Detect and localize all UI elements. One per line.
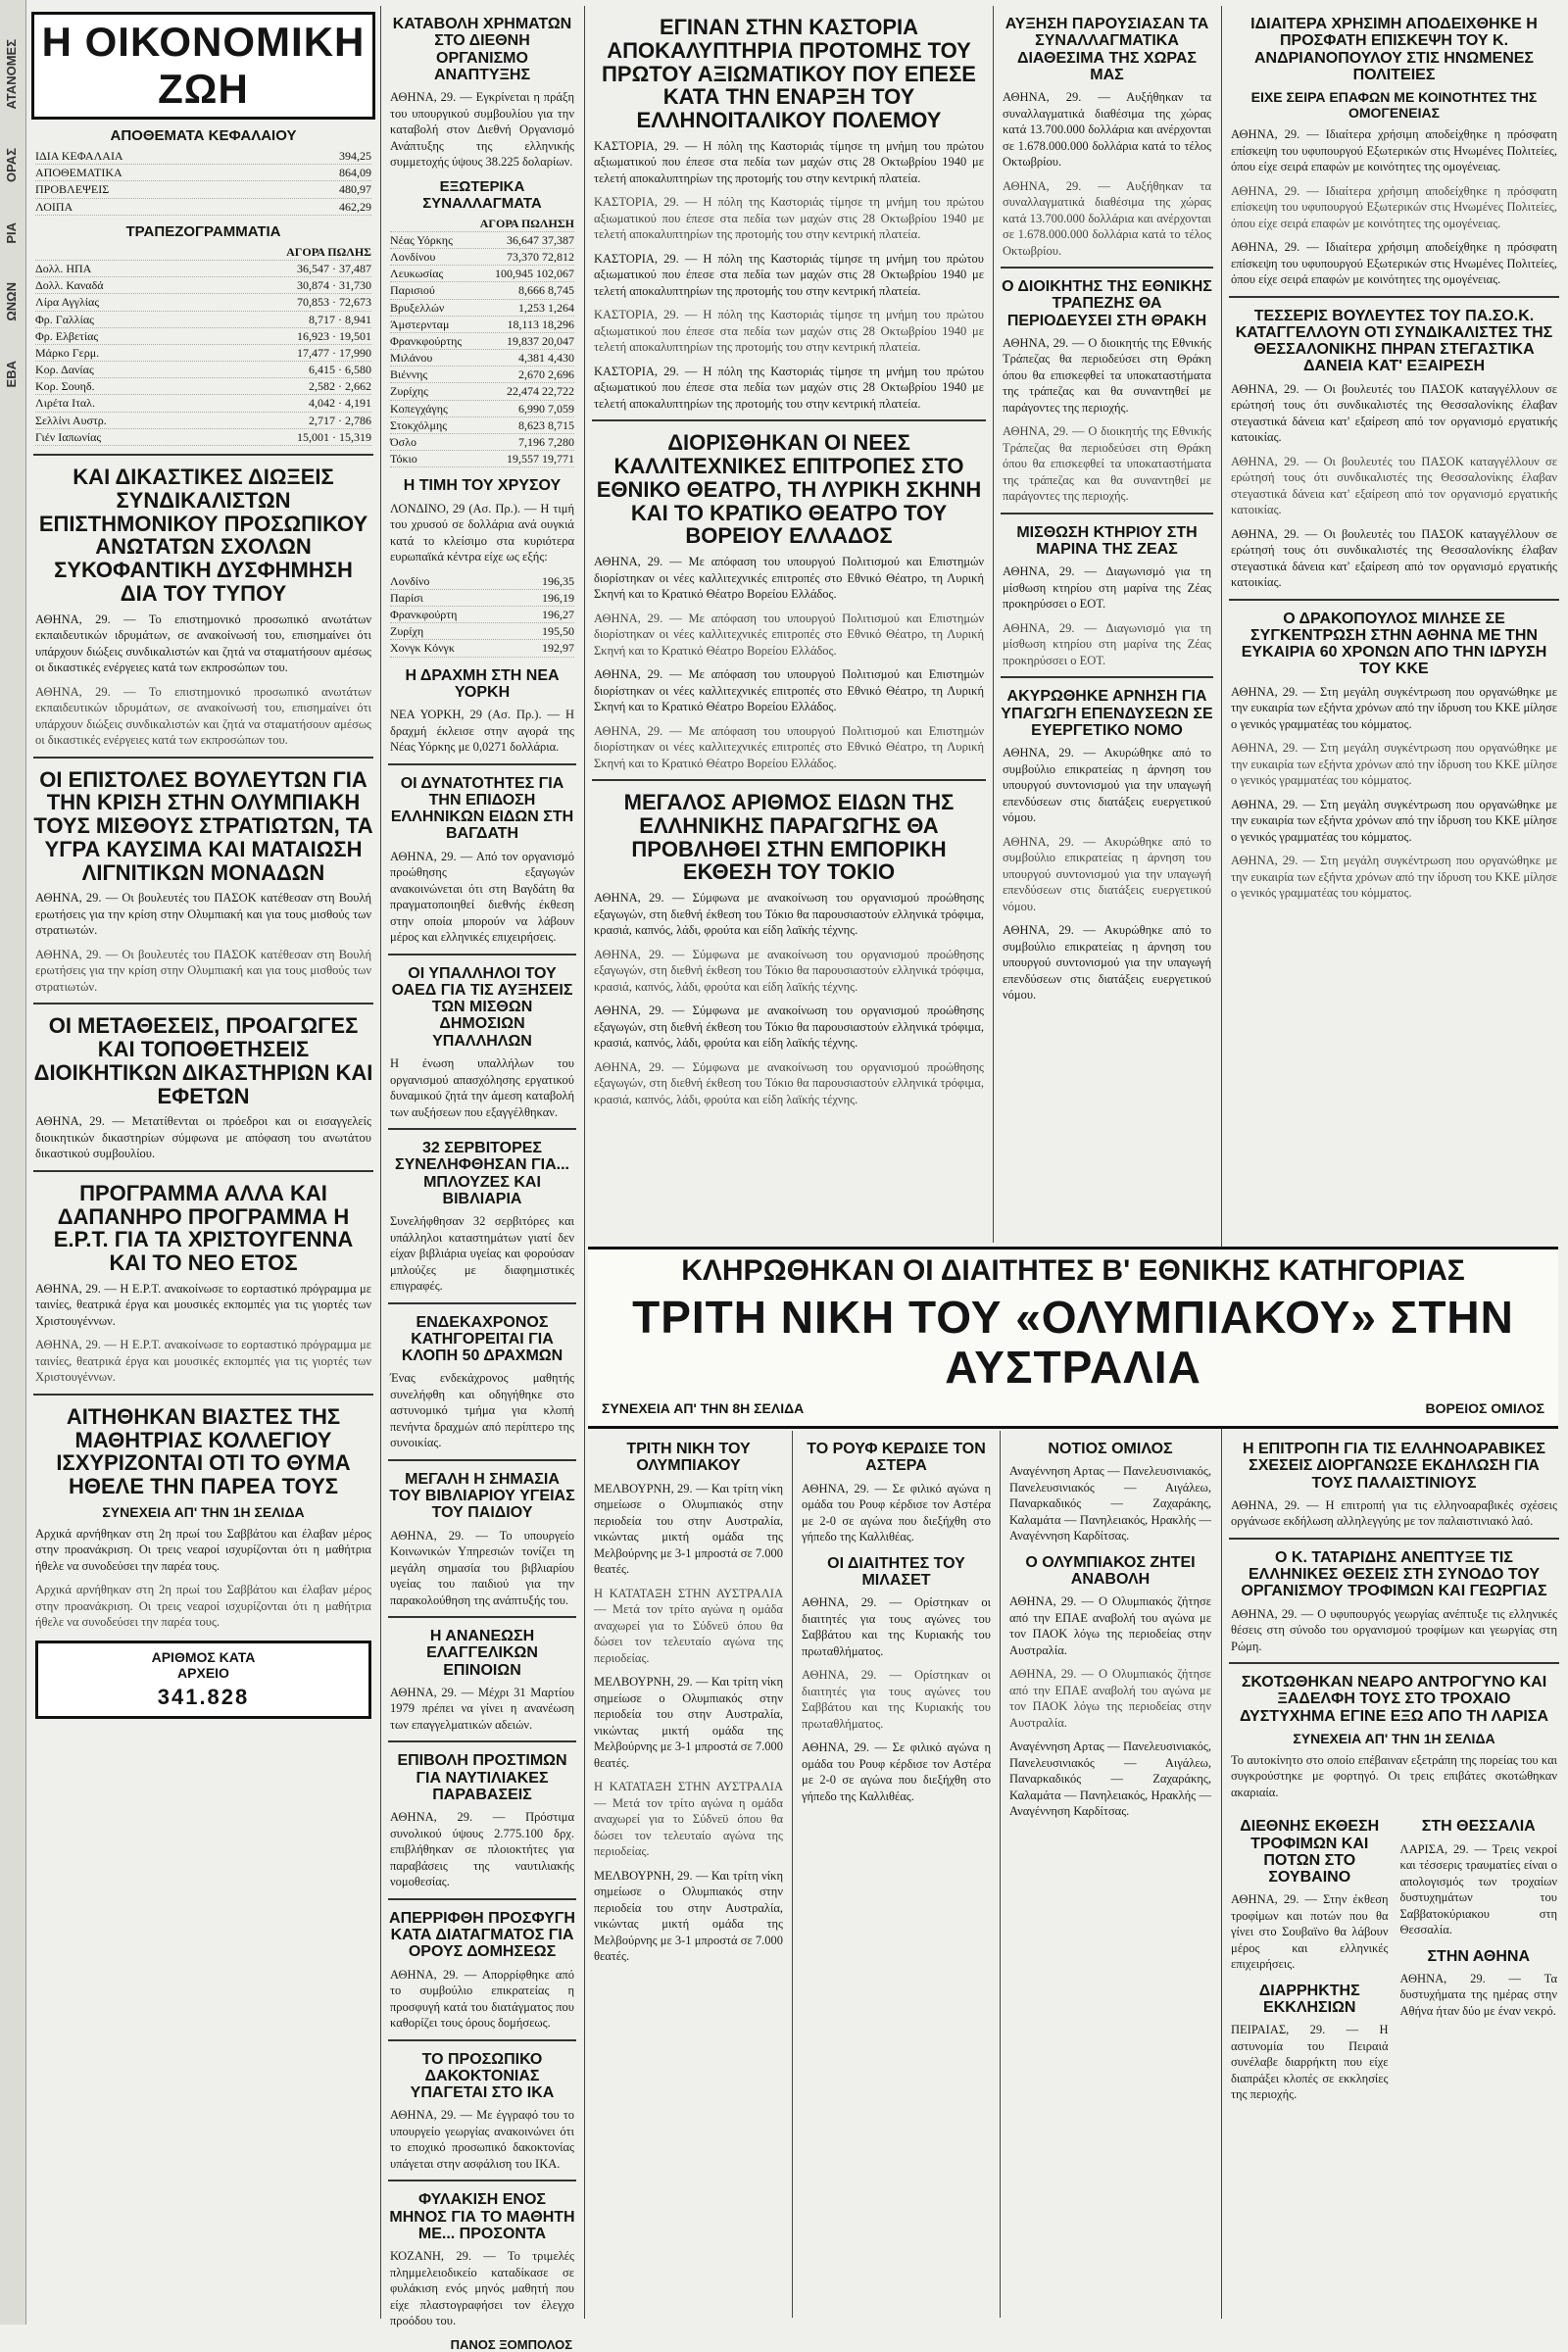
article-body: ΑΘΗΝΑ, 29. — Ακυρώθηκε από το συμβούλιο επικρατείας η άρνηση του υπουργού συντονισμού για την υπαγωγή επενδύσεων στις διατάξεις ευεργετικού νόμου. xyxy=(1003,923,1211,1003)
article-body: Η ΚΑΤΑΤΑΞΗ ΣΤΗΝ ΑΥΣΤΡΑΛΙΑ — Μετά τον τρίτο αγώνα η ομάδα αναχωρεί για το Σύδνεϋ όπου θα δώσει τον τελευταίο αγώνα της περιοδείας. xyxy=(594,1780,783,1859)
article-body: ΑΘΗΝΑ, 29. — Σε φιλικό αγώνα η ομάδα του Ρουφ κέρδισε τον Αστέρα με 2-0 σε αγώνα που διεξήχθη στο γήπεδο της Καλλιθέας. xyxy=(802,1740,991,1803)
table-row: Δολλ. Καναδά 30,874 · 31,730 xyxy=(35,277,371,294)
table-header: ΑΓΟΡΑ ΠΩΛΗΣ xyxy=(35,244,371,261)
article-body: ΜΕΛΒΟΥΡΝΗ, 29. — Και τρίτη νίκη σημείωσε ο Ολυμπιακός στην περιοδεία του στην Αυστραλία, νικώντας μικτή ομάδα της Μελβούρνης με 3-1 μπροστά σε 7.000 θεατές. xyxy=(594,1675,783,1770)
continued-label: ΣΥΝΕΧΕΙΑ ΑΠ' ΤΗΝ 1Η ΣΕΛΙΔΑ xyxy=(102,1503,305,1520)
article-body: ΚΟΖΑΝΗ, 29. — Το τριμελές πλημμελειοδικείο καταδίκασε σε φυλάκιση ενός μηνός μαθητή που είχε πλαστογραφήσει τον έλεγχο προόδου του. xyxy=(390,2249,574,2328)
article-body: ΑΘΗΝΑ, 29. — Σύμφωνα με ανακοίνωση του οργανισμού προώθησης εξαγωγών, στη διεθνή έκθεση του Τόκιο θα παρουσιαστούν ελληνικά τρόφιμα, κρασιά, καπνός, λάδι, φρούτα και είδη λαϊκής τέχνης. xyxy=(594,1004,984,1050)
table-row: Μιλάνου 4,381 4,430 xyxy=(390,350,574,367)
strip-fragment: ΑΤΑΝΟΜΕΣ xyxy=(4,39,19,110)
article-body: ΑΘΗΝΑ, 29. — Ο διοικητής της Εθνικής Τράπεζας θα περιοδεύσει στη Θράκη όπου θα επισκεφθεί τα υποκαταστήματα της τράπεζας και θα συναντηθεί με παράγοντες της περιοχής. xyxy=(1003,335,1211,415)
article-headline: ΔΙΟΡΙΣΘΗΚΑΝ ΟΙ ΝΕΕΣ ΚΑΛΛΙΤΕΧΝΙΚΕΣ ΕΠΙΤΡΟΠΕΣ ΣΤΟ ΕΘΝΙΚΟ ΘΕΑΤΡΟ, ΤΗ ΛΥΡΙΚΗ ΣΚΗΝΗ ΚΑΙ ΤΟ ΚΡΑΤΙΚΟ ΘΕΑΤΡΟ ΤΟΥ ΒΟΡΕΙΟΥ ΕΛΛΑΔΟΣ xyxy=(596,430,982,549)
article-body: ΑΘΗΝΑ, 29. — Πρόστιμα συνολικού ύψους 2.775.100 δρχ. επιβλήθηκαν σε πλοιοκτήτες για παραβάσεις της ναυτιλιακής νομοθεσίας. xyxy=(390,1810,574,1889)
table-row: Κοπεγχάγης 6,990 7,059 xyxy=(390,401,574,417)
article-headline: ΜΙΣΘΩΣΗ ΚΤΗΡΙΟΥ ΣΤΗ ΜΑΡΙΝΑ ΤΗΣ ΖΕΑΣ xyxy=(1016,523,1198,559)
sports-banner xyxy=(588,1247,1558,1429)
article-body: ΑΘΗΝΑ, 29. — Τα δυστυχήματα της ημέρας στην Αθήνα ήταν δύο με έναν νεκρό. xyxy=(1399,1971,1557,2018)
article-body: ΑΘΗΝΑ, 29. — Σύμφωνα με ανακοίνωση του οργανισμού προώθησης εξαγωγών, στη διεθνή έκθεση του Τόκιο θα παρουσιαστούν ελληνικά τρόφιμα, κρασιά, καπνός, λάδι, φρούτα και είδη λαϊκής τέχνης. xyxy=(594,891,984,937)
divider xyxy=(388,1128,576,1130)
table-row: Κορ. Σουηδ. 2,582 · 2,662 xyxy=(35,378,371,395)
divider xyxy=(388,1302,576,1304)
divider xyxy=(388,1616,576,1618)
table-row: Μάρκο Γερμ. 17,477 · 17,990 xyxy=(35,345,371,362)
article-body: ΚΑΣΤΟΡΙΑ, 29. — Η πόλη της Καστοριάς τίμησε τη μνήμη του πρώτου αξιωματικού που έπεσε στα πεδία των μαχών στις 28 Οκτωβρίου 1940 με τελετή αποκαλυπτηρίων της προτομής του στην κεντρική πλατεία. xyxy=(594,308,984,355)
divider xyxy=(33,1170,373,1172)
article-body: ΑΘΗΝΑ, 29. — Με απόφαση του υπουργού Πολιτισμού και Επιστημών διορίστηκαν οι νέες καλλιτεχνικές επιτροπές στο Εθνικό Θέατρο, τη Λυρική Σκηνή και το Κρατικό Θέατρο Βορείου Ελλάδος. xyxy=(594,667,984,713)
strip-fragment: ΩΝΩΝ xyxy=(4,282,19,321)
article-body: ΑΘΗΝΑ, 29. — Με έγγραφό του το υπουργείο γεωργίας ανακοινώνει ότι το εποχικό προσωπικό δακοκτονίας υπάγεται στην ασφάλιση του ΙΚΑ. xyxy=(390,2108,574,2171)
article-body: ΑΘΗΝΑ, 29. — Οι βουλευτές του ΠΑΣΟΚ κατέθεσαν στη Βουλή ερωτήσεις για την κρίση στην Ολυμπιακή και για τους μισθούς των στρατιωτών. xyxy=(35,947,371,994)
table-row: ΠΡΟΒΛΕΨΕΙΣ 480,97 xyxy=(35,181,371,198)
article-body: ΑΘΗΝΑ, 29. — Με απόφαση του υπουργού Πολιτισμού και Επιστημών διορίστηκαν οι νέες καλλιτεχνικές επιτροπές στο Εθνικό Θέατρο, τη Λυρική Σκηνή και το Κρατικό Θέατρο Βορείου Ελλάδος. xyxy=(594,723,984,770)
divider xyxy=(592,779,986,781)
column-rule xyxy=(584,6,585,2319)
divider xyxy=(1229,1662,1559,1664)
table-row: ΑΠΟΘΕΜΑΤΙΚΑ 864,09 xyxy=(35,165,371,181)
article-body: ΑΘΗΝΑ, 29. — Εγκρίνεται η πράξη του υπουργικού συμβουλίου για την καταβολή στον Διεθνή Οργανισμό Ανάπτυξης της ελληνικής συμμετοχής ύψους 38.225 δολαρίων. xyxy=(390,90,574,170)
divider xyxy=(1229,296,1559,298)
archive-stamp: ΑΡΙΘΜΟΣ ΚΑΤΑ ΑΡΧΕΙΟ 341.828 xyxy=(35,1641,371,1719)
article-headline: ΟΙ ΔΙΑΙΤΗΤΕΣ ΤΟΥ ΜΙΛΑΣΕΤ xyxy=(827,1554,965,1589)
article-body: Αρχικά αρνήθηκαν στη 2η πρωί του Σαββάτου και έλαβαν μέρος στην προανάκριση. Οι τρεις νεαροί ισχυρίζονται ότι η μαθήτρια ήθελε να συνοδεύσει την παρέα τους. xyxy=(35,1526,371,1573)
article-body: ΑΘΗΝΑ, 29. — Ορίστηκαν οι διαιτητές για τους αγώνες του Σαββάτου και της Κυριακής του πρωταθλήματος. xyxy=(802,1668,991,1731)
divider xyxy=(592,419,986,421)
table-row: Φρανκφούρτη 196,27 xyxy=(390,607,574,623)
article-body: ΑΘΗΝΑ, 29. — Ιδιαίτερα χρήσιμη αποδείχθηκε η πρόσφατη επίσκεψη του υφυπουργού Εξωτερικών στις Ηνωμένες Πολιτείες, όπου είχε σειρά επαφών με κοινότητες της ομογένειας. xyxy=(1231,183,1557,230)
article-body: Αρχικά αρνήθηκαν στη 2η πρωί του Σαββάτου και έλαβαν μέρος στην προανάκριση. Οι τρεις νεαροί ισχυρίζονται ότι η μαθήτρια ήθελε να συνοδεύσει την παρέα τους. xyxy=(35,1583,371,1630)
article-body: ΑΘΗΝΑ, 29. — Με απόφαση του υπουργού Πολιτισμού και Επιστημών διορίστηκαν οι νέες καλλιτεχνικές επιτροπές στο Εθνικό Θέατρο, τη Λυρική Σκηνή και το Κρατικό Θέατρο Βορείου Ελλάδος. xyxy=(594,555,984,601)
article-headline: ΟΙ ΕΠΙΣΤΟΛΕΣ ΒΟΥΛΕΥΤΩΝ ΓΙΑ ΤΗΝ ΚΡΙΣΗ ΣΤΗΝ ΟΛΥΜΠΙΑΚΗ ΤΟΥΣ ΜΙΣΘΟΥΣ ΣΤΡΑΤΙΩΤΩΝ, ΤΑ ΥΓΡΑ ΚΑΥΣΙΜΑ ΚΑΙ ΜΑΤΑΙΩΣΗ ΛΙΓΝΙΤΙΚΩΝ ΜΟΝΑΔΩΝ xyxy=(33,766,373,885)
article-headline: ΑΙΤΗΘΗΚΑΝ ΒΙΑΣΤΕΣ ΤΗΣ ΜΑΘΗΤΡΙΑΣ ΚΟΛΛΕΓΙΟΥ ΙΣΧΥΡΙΖΟΝΤΑΙ ΟΤΙ ΤΟ ΘΥΜΑ ΗΘΕΛΕ ΤΗΝ ΠΑΡΕΑ ΤΟΥΣ xyxy=(56,1403,351,1498)
table-row: Τόκιο 19,557 19,771 xyxy=(390,451,574,467)
article-headline: ΚΑΙ ΔΙΚΑΣΤΙΚΕΣ ΔΙΩΞΕΙΣ ΣΥΝΔΙΚΑΛΙΣΤΩΝ ΕΠΙΣΤΗΜΟΝΙΚΟΥ ΠΡΟΣΩΠΙΚΟΥ ΑΝΩΤΑΤΩΝ ΣΧΟΛΩΝ ΣΥΚΟΦΑΝΤΙΚΗ ΔΥΣΦΗΜΗΣΗ ΔΙΑ ΤΟΥ ΤΥΠΟΥ xyxy=(38,465,368,606)
table-row: Κορ. Δανίας 6,415 · 6,580 xyxy=(35,362,371,378)
column-rule xyxy=(1000,1431,1001,2318)
divider xyxy=(1001,267,1213,269)
article-headline: Ο ΔΙΟΙΚΗΤΗΣ ΤΗΣ ΕΘΝΙΚΗΣ ΤΡΑΠΕΖΗΣ ΘΑ ΠΕΡΙΟΔΕΥΣΕΙ ΣΤΗ ΘΡΑΚΗ xyxy=(1002,278,1212,329)
article-headline: ΣΤΗ ΘΕΣΣΑΛΙΑ xyxy=(1421,1818,1536,1836)
article-body: ΜΕΛΒΟΥΡΝΗ, 29. — Και τρίτη νίκη σημείωσε ο Ολυμπιακός στην περιοδεία του στην Αυστραλία, νικώντας μικτή ομάδα της Μελβούρνης με 3-1 μπροστά σε 7.000 θεατές. xyxy=(594,1481,783,1577)
table-row: Λονδίνου 73,370 72,812 xyxy=(390,249,574,266)
article-body: ΑΘΗΝΑ, 29. — Στη μεγάλη συγκέντρωση που οργανώθηκε με την ευκαιρία των εξήντα χρόνων από την ίδρυση του ΚΚΕ μίλησε ο γενικός γραμματέας του κόμματος. xyxy=(1231,854,1557,901)
article-headline: Η ΔΡΑΧΜΗ ΣΤΗ ΝΕΑ ΥΟΡΚΗ xyxy=(405,666,560,701)
article-body: Η ένωση υπαλλήλων του οργανισμού απασχόλησης εργατικού δυναμικού ζητά την άμεση καταβολή των αυξήσεων που εξαγγέλθηκαν. xyxy=(390,1056,574,1119)
article-body: ΑΘΗΝΑ, 29. — Η Ε.Ρ.Τ. ανακοίνωσε το εορταστικό πρόγραμμα με ταινίες, θεατρικά έργα και μουσικές εκπομπές για τις γιορτές των Χριστουγέννων. xyxy=(35,1338,371,1385)
table-row: Στοκχόλμης 8,623 8,715 xyxy=(390,417,574,434)
article-headline: ΟΙ ΜΕΤΑΘΕΣΕΙΣ, ΠΡΟΑΓΩΓΕΣ ΚΑΙ ΤΟΠΟΘΕΤΗΣΕΙΣ ΔΙΟΙΚΗΤΙΚΩΝ ΔΙΚΑΣΤΗΡΙΩΝ ΚΑΙ ΕΦΕΤΩΝ xyxy=(33,1013,373,1108)
capital-title: ΑΠΟΘΕΜΑΤΑ ΚΕΦΑΛΑΙΟΥ xyxy=(110,127,297,144)
table-row: Παρίσι 196,19 xyxy=(390,590,574,607)
article-body: ΑΘΗΝΑ, 29. — Με απόφαση του υπουργού Πολιτισμού και Επιστημών διορίστηκαν οι νέες καλλιτεχνικές επιτροπές στο Εθνικό Θέατρο, τη Λυρική Σκηνή και το Κρατικό Θέατρο Βορείου Ελλάδος. xyxy=(594,611,984,658)
strip-fragment: ΕΒΑ xyxy=(4,360,19,388)
article-headline: Ο ΔΡΑΚΟΠΟΥΛΟΣ ΜΙΛΗΣΕ ΣΕ ΣΥΓΚΕΝΤΡΩΣΗ ΣΤΗΝ ΑΘΗΝΑ ΜΕ ΤΗΝ ΕΥΚΑΙΡΙΑ 60 ΧΡΟΝΩΝ ΑΠΟ ΤΗΝ ΙΔΡΥΣΗ ΤΟΥ ΚΚΕ xyxy=(1241,610,1547,678)
article-headline: ΔΙΕΘΝΗΣ ΕΚΘΕΣΗ ΤΡΟΦΙΜΩΝ ΚΑΙ ΠΟΤΩΝ ΣΤΟ ΣΟΥΒΑΙΝΟ xyxy=(1240,1818,1380,1886)
masthead: Η ΟΙΚΟΝΟΜΙΚΗ ΖΩΗ xyxy=(31,12,375,120)
article-headline: Η ΑΝΑΝΕΩΣΗ ΕΛΑΓΓΕΛΙΚΩΝ ΕΠΙΝΟΙΩΝ xyxy=(426,1628,538,1679)
article-headline: 32 ΣΕΡΒΙΤΟΡΕΣ ΣΥΝΕΛΗΦΘΗΣΑΝ ΓΙΑ... ΜΠΛΟΥΖΕΣ ΚΑΙ ΒΙΒΛΙΑΡΙΑ xyxy=(395,1140,569,1207)
divider xyxy=(1229,599,1559,601)
article-body: ΑΘΗΝΑ, 29. — Οι βουλευτές του ΠΑΣΟΚ κατέθεσαν στη Βουλή ερωτήσεις για την κρίση στην Ολυμπιακή και για τους μισθούς των στρατιωτών. xyxy=(35,891,371,938)
article-body: ΑΘΗΝΑ, 29. — Το επιστημονικό προσωπικό ανωτάτων εκπαιδευτικών ιδρυμάτων, σε ανακοίνωσή του, επισημαίνει ότι υπάρχουν διώξεις συνδικαλιστών και ζητά να σταματήσουν αμέσως οι δικαστικές ενέργειες κατά των εκπροσώπων του. xyxy=(35,612,371,674)
table-row: Φρανκφούρτης 19,837 20,047 xyxy=(390,333,574,350)
divider xyxy=(388,763,576,765)
continued-label: ΣΥΝΕΧΕΙΑ ΑΠ' ΤΗΝ 8Η ΣΕΛΙΔΑ xyxy=(602,1399,805,1416)
table-row: Φρ. Γαλλίας 8,717 · 8,941 xyxy=(35,312,371,328)
sports-column-a xyxy=(588,1431,789,2318)
article-body: ΑΘΗΝΑ, 29. — Ακυρώθηκε από το συμβούλιο επικρατείας η άρνηση του υπουργού συντονισμού για την υπαγωγή επενδύσεων στις διατάξεις ευεργετικού νόμου. xyxy=(1003,746,1211,825)
article-headline: ΤΟ ΠΡΟΣΩΠΙΚΟ ΔΑΚΟΚΤΟΝΙΑΣ ΥΠΑΓΕΤΑΙ ΣΤΟ ΙΚΑ xyxy=(410,2050,555,2102)
divider xyxy=(33,454,373,456)
table-row: Ζυρίχη 195,50 xyxy=(390,623,574,640)
article-body: ΑΘΗΝΑ, 29. — Οι βουλευτές του ΠΑΣΟΚ καταγγέλλουν σε ερώτησή τους ότι συνδικαλιστές της Θεσσαλονίκης έλαβαν στεγαστικά δάνεια κατ' εξαίρεση από τον οργανισμό εργατικής κατοικίας. xyxy=(1231,381,1557,445)
column-rule xyxy=(1221,6,1222,2319)
banner-headline: ΚΛΗΡΩΘΗΚΑΝ ΟΙ ΔΙΑΙΤΗΤΕΣ Β' ΕΘΝΙΚΗΣ ΚΑΤΗΓΟΡΙΑΣ xyxy=(681,1254,1465,1287)
article-body: Η ΚΑΤΑΤΑΞΗ ΣΤΗΝ ΑΥΣΤΡΑΛΙΑ — Μετά τον τρίτο αγώνα η ομάδα αναχωρεί για το Σύδνεϋ όπου θα δώσει τον τελευταίο αγώνα της περιοδείας. xyxy=(594,1586,783,1665)
divider xyxy=(388,954,576,956)
article-body: ΑΘΗΝΑ, 29. — Ο υφυπουργός γεωργίας ανέπτυξε τις ελληνικές θέσεις στη σύνοδο του οργανισμού τροφίμων και γεωργίας στη Ρώμη. xyxy=(1231,1606,1557,1653)
article-headline: ΕΓΙΝΑΝ ΣΤΗΝ ΚΑΣΤΟΡΙΑ ΑΠΟΚΑΛΥΠΤΗΡΙΑ ΠΡΟΤΟΜΗΣ ΤΟΥ ΠΡΩΤΟΥ ΑΞΙΩΜΑΤΙΚΟΥ ΠΟΥ ΕΠΕΣΕ ΚΑΤΑ ΤΗΝ ΕΝΑΡΞΗ ΤΟΥ ΕΛΛΗΝΟΙΤΑΛΙΚΟΥ ΠΟΛΕΜΟΥ xyxy=(602,15,976,132)
article-headline: ΤΕΣΣΕΡΙΣ ΒΟΥΛΕΥΤΕΣ ΤΟΥ ΠΑ.ΣΟ.Κ. ΚΑΤΑΓΓΕΛΛΟΥΝ ΟΤΙ ΣΥΝΔΙΚΑΛΙΣΤΕΣ ΤΗΣ ΘΕΣΣΑΛΟΝΙΚΗΣ ΠΗΡΑΝ ΣΤΕΓΑΣΤΙΚΑ ΔΑΝΕΙΑ ΚΑΤ' ΕΞΑΙΡΕΣΗ xyxy=(1235,307,1553,375)
table-row: Δολλ. ΗΠΑ 36,547 · 37,487 xyxy=(35,261,371,277)
table-row: Σελλίνι Αυστρ. 2,717 · 2,786 xyxy=(35,413,371,429)
article-body: ΑΘΗΝΑ, 29. — Σε φιλικό αγώνα η ομάδα του Ρουφ κέρδισε τον Αστέρα με 2-0 σε αγώνα που διεξήχθη στο γήπεδο της Καλλιθέας. xyxy=(802,1481,991,1544)
strip-fragment: ΟΡΑΣ xyxy=(4,148,19,183)
divider xyxy=(1229,1538,1559,1540)
table-row: Γιέν Ιαπωνίας 15,001 · 15,319 xyxy=(35,429,371,446)
divider xyxy=(388,2180,576,2181)
table-row: Λευκωσίας 100,945 102,067 xyxy=(390,266,574,282)
bottom-left-sub xyxy=(1225,1808,1395,2111)
article-headline: ΦΥΛΑΚΙΣΗ ΕΝΟΣ ΜΗΝΟΣ ΓΙΑ ΤΟ ΜΑΘΗΤΗ ΜΕ... ΠΡΟΣΟΝΤΑ xyxy=(389,2191,575,2242)
banner-headline: ΤΡΙΤΗ ΝΙΚΗ ΤΟΥ «ΟΛΥΜΠΙΑΚΟΥ» ΣΤΗΝ ΑΥΣΤΡΑΛΙΑ xyxy=(632,1292,1514,1393)
article-body: ΜΕΛΒΟΥΡΝΗ, 29. — Και τρίτη νίκη σημείωσε ο Ολυμπιακός στην περιοδεία του στην Αυστραλία, νικώντας μικτή ομάδα της Μελβούρνης με 3-1 μπροστά σε 7.000 θεατές. xyxy=(594,1868,783,1964)
article-body: ΑΘΗΝΑ, 29. — Απορρίφθηκε από το συμβούλιο επικρατείας η προσφυγή κατά του διατάγματος που καθορίζει τους όρους δομήσεως. xyxy=(390,1967,574,2031)
bottom-right-sub xyxy=(1395,1808,1564,2111)
divider xyxy=(33,757,373,759)
table-row: ΙΔΙΑ ΚΕΦΑΛΑΙΑ 394,25 xyxy=(35,148,371,165)
article-body: ΑΘΗΝΑ, 29. — Στη μεγάλη συγκέντρωση που οργανώθηκε με την ευκαιρία των εξήντα χρόνων από την ίδρυση του ΚΚΕ μίλησε ο γενικός γραμματέας του κόμματος. xyxy=(1231,684,1557,731)
divider xyxy=(1001,513,1213,514)
table-row: Λίρα Αγγλίας 70,853 · 72,673 xyxy=(35,294,371,311)
column-rule xyxy=(792,1431,793,2318)
article-body: ΑΘΗΝΑ, 29. — Διαγωνισμό για τη μίσθωση κτηρίου στη μαρίνα της Ζέας προκηρύσσει ο ΕΟΤ. xyxy=(1003,620,1211,667)
article-body: ΑΘΗΝΑ, 29. — Οι βουλευτές του ΠΑΣΟΚ καταγγέλλουν σε ερώτησή τους ότι συνδικαλιστές της Θεσσαλονίκης έλαβαν στεγαστικά δάνεια κατ' εξαίρεση από τον οργανισμό εργατικής κατοικίας. xyxy=(1231,526,1557,590)
article-headline: ΣΤΗΝ ΑΘΗΝΑ xyxy=(1427,1947,1531,1965)
article-body: ΑΘΗΝΑ, 29. — Οι βουλευτές του ΠΑΣΟΚ καταγγέλλουν σε ερώτησή τους ότι συνδικαλιστές της Θεσσαλονίκης έλαβαν στεγαστικά δάνεια κατ' εξαίρεση από τον οργανισμό εργατικής κατοικίας. xyxy=(1231,454,1557,517)
article-body: ΑΘΗΝΑ, 29. — Αυξήθηκαν τα συναλλαγματικά διαθέσιμα της χώρας κατά 13.700.000 δολλάρια και ανέρχονται σε 1.678.000.000 δολλάρια κατά το τέλος Οκτωβρίου. xyxy=(1003,90,1211,170)
article-headline: ΕΝΔΕΚΑΧΡΟΝΟΣ ΚΑΤΗΓΟΡΕΙΤΑΙ ΓΙΑ ΚΛΟΠΗ 50 ΔΡΑΧΜΩΝ xyxy=(401,1313,564,1365)
table-row: Βιέννης 2,670 2,696 xyxy=(390,367,574,383)
divider xyxy=(33,1394,373,1396)
article-body: Το αυτοκίνητο στο οποίο επέβαιναν εξετράπη της πορείας του και συγκρούστηκε με φορτηγό. Οι τρεις επιβάτες σκοτώθηκαν ακαριαία. xyxy=(1231,1752,1557,1799)
article-body: ΚΑΣΤΟΡΙΑ, 29. — Η πόλη της Καστοριάς τίμησε τη μνήμη του πρώτου αξιωματικού που έπεσε στα πεδία των μαχών στις 28 Οκτωβρίου 1940 με τελετή αποκαλυπτηρίων της προτομής του στην κεντρική πλατεία. xyxy=(594,251,984,298)
table-header: ΑΓΟΡΑ ΠΩΛΗΣΗ xyxy=(390,216,574,232)
table-row: Φρ. Ελβετίας 16,923 · 19,501 xyxy=(35,328,371,345)
article-headline: ΚΑΤΑΒΟΛΗ ΧΡΗΜΑΤΩΝ ΣΤΟ ΔΙΕΘΝΗ ΟΡΓΑΝΙΣΜΟ ΑΝΑΠΤΥΞΗΣ xyxy=(392,16,572,83)
table-row: Βρυξελλών 1,253 1,264 xyxy=(390,300,574,317)
sports-column-c xyxy=(1004,1431,1217,2318)
article-body: ΑΘΗΝΑ, 29. — Η επιτροπή για τις ελληνοαραβικές σχέσεις οργάνωσε εκδήλωση αλληλεγγύης με τον παλαιστινιακό λαό. xyxy=(1231,1497,1557,1529)
article-headline: Ο ΟΛΥΜΠΙΑΚΟΣ ΖΗΤΕΙ ΑΝΑΒΟΛΗ xyxy=(1025,1553,1196,1589)
article-headline: Ο Κ. ΤΑΤΑΡΙΔΗΣ ΑΝΕΠΤΥΞΕ ΤΙΣ ΕΛΛΗΝΙΚΕΣ ΘΕΣΕΙΣ ΣΤΗ ΣΥΝΟΔΟ ΤΟΥ ΟΡΓΑΝΙΣΜΟΥ ΤΡΟΦΙΜΩΝ ΚΑΙ ΓΕΩΡΓΙΑΣ xyxy=(1241,1548,1547,1600)
divider xyxy=(1001,676,1213,678)
column-1 xyxy=(29,6,377,2319)
divider xyxy=(388,1740,576,1742)
article-body: ΑΘΗΝΑ, 29. — Ακυρώθηκε από το συμβούλιο επικρατείας η άρνηση του υπουργού συντονισμού για την υπαγωγή επενδύσεων στις διατάξεις ευεργετικού νόμου. xyxy=(1003,834,1211,913)
right-lower-column xyxy=(1225,1431,1563,2318)
article-body: ΑΘΗΝΑ, 29. — Μέχρι 31 Μαρτίου 1979 πρέπει να γίνει η ανανέωση των επαγγελματικών αδειών. xyxy=(390,1685,574,1732)
divider xyxy=(33,1003,373,1004)
table-row: Ζυρίχης 22,474 22,722 xyxy=(390,383,574,400)
article-body: ΑΘΗΝΑ, 29. — Στη μεγάλη συγκέντρωση που οργανώθηκε με την ευκαιρία των εξήντα χρόνων από την ίδρυση του ΚΚΕ μίλησε ο γενικός γραμματέας του κόμματος. xyxy=(1231,741,1557,788)
article-body: ΑΘΗΝΑ, 29. — Ο Ολυμπιακός ζήτησε από την ΕΠΑΕ αναβολή του αγώνα με τον ΠΑΟΚ λόγω της περιοδείας στην Αυστραλία. xyxy=(1009,1667,1211,1730)
article-body: ΑΘΗΝΑ, 29. — Αυξήθηκαν τα συναλλαγματικά διαθέσιμα της χώρας κατά 13.700.000 δολλάρια και ανέρχονται σε 1.678.000.000 δολλάρια κατά το τέλος Οκτωβρίου. xyxy=(1003,178,1211,258)
article-headline: ΜΕΓΑΛΗ Η ΣΗΜΑΣΙΑ ΤΟΥ ΒΙΒΛΙΑΡΙΟΥ ΥΓΕΙΑΣ ΤΟΥ ΠΑΙΔΙΟΥ xyxy=(389,1470,575,1522)
article-body: ΠΕΙΡΑΙΑΣ, 29. — Η αστυνομία του Πειραιά συνέλαβε διαρρήκτη που είχε διαπράξει κλοπές σε εκκλησίες της περιοχής. xyxy=(1231,2023,1389,2102)
article-headline: ΟΙ ΔΥΝΑΤΟΤΗΤΕΣ ΓΙΑ ΤΗΝ ΕΠΙΔΟΣΗ ΕΛΛΗΝΙΚΩΝ ΕΙΔΩΝ ΣΤΗ ΒΑΓΔΑΤΗ xyxy=(390,774,574,843)
article-body: ΑΘΗΝΑ, 29. — Διαγωνισμό για τη μίσθωση κτηρίου στη μαρίνα της Ζέας προκηρύσσει ο ΕΟΤ. xyxy=(1003,564,1211,612)
article-body: ΑΘΗΝΑ, 29. — Ο Ολυμπιακός ζήτησε από την ΕΠΑΕ αναβολή του αγώνα με τον ΠΑΟΚ λόγω της περιοδείας στην Αυστραλία. xyxy=(1009,1594,1211,1657)
article-headline: Η ΤΙΜΗ ΤΟΥ ΧΡΥΣΟΥ xyxy=(403,477,562,495)
strip-fragment: ΡΙΑ xyxy=(4,221,19,244)
article-body: ΑΘΗΝΑ, 29. — Από τον οργανισμό προώθησης εξαγωγών ανακοινώνεται ότι στη Βαγδάτη θα πραγματοποιηθεί διεθνής έκθεση στην οποία μπορούν να λάβουν μέρος και ελληνικές επιχειρήσεις. xyxy=(390,849,574,945)
article-body: ΑΘΗΝΑ, 29. — Στην έκθεση τροφίμων και ποτών που θα γίνει στο Σουβαϊνο θα λάβουν μέρος και ελληνικές επιχειρήσεις. xyxy=(1231,1892,1389,1972)
banner-sublines xyxy=(598,1398,1548,1422)
table-row: Άμστερνταμ 18,113 18,296 xyxy=(390,317,574,333)
article-headline: ΤΡΙΤΗ ΝΙΚΗ ΤΟΥ ΟΛΥΜΠΙΑΚΟΥ xyxy=(626,1441,751,1475)
banknotes-title: ΤΡΑΠΕΖΟΓΡΑΜΜΑΤΙΑ xyxy=(125,222,281,240)
table-row: Λονδίνο 196,35 xyxy=(390,573,574,590)
table-row: Όσλο 7,196 7,280 xyxy=(390,434,574,451)
article-headline: ΟΙ ΥΠΑΛΛΗΛΟΙ ΤΟΥ ΟΑΕΔ ΓΙΑ ΤΙΣ ΑΥΞΗΣΕΙΣ ΤΩΝ ΜΙΣΘΩΝ ΔΗΜΟΣΙΩΝ ΥΠΑΛΛΗΛΩΝ xyxy=(391,964,573,1050)
article-body: ΑΘΗΝΑ, 29. — Η Ε.Ρ.Τ. ανακοίνωσε το εορταστικό πρόγραμμα με ταινίες, θεατρικά έργα και μουσικές εκπομπές για τις γιορτές των Χριστουγέννων. xyxy=(35,1281,371,1328)
sports-column-b xyxy=(796,1431,997,2318)
article-body: ΑΘΗΝΑ, 29. — Ο διοικητής της Εθνικής Τράπεζας θα περιοδεύσει στη Θράκη όπου θα επισκεφθεί τα υποκαταστήματα της τράπεζας και θα συναντηθεί με παράγοντες της περιοχής. xyxy=(1003,424,1211,504)
article-headline: Η ΕΠΙΤΡΟΠΗ ΓΙΑ ΤΙΣ ΕΛΛΗΝΟΑΡΑΒΙΚΕΣ ΣΧΕΣΕΙΣ ΔΙΟΡΓΑΝΩΣΕ ΕΚΔΗΛΩΣΗ ΓΙΑ ΤΟΥΣ ΠΑΛΑΙΣΤΙΝΙΟΥΣ xyxy=(1242,1441,1545,1492)
article-body: Συνελήφθησαν 32 σερβιτόρες και υπάλληλοι καταστημάτων γιατί δεν είχαν βιβλιάρια υγείας και φορούσαν μπλούζες με διαφημιστικές επιγραφές. xyxy=(390,1214,574,1294)
table-row: Παρισιού 8,666 8,745 xyxy=(390,282,574,299)
previous-page-strip xyxy=(0,0,26,2325)
divider xyxy=(388,1898,576,1900)
article-body: ΑΘΗΝΑ, 29. — Σύμφωνα με ανακοίνωση του οργανισμού προώθησης εξαγωγών, στη διεθνή έκθεση του Τόκιο θα παρουσιαστούν ελληνικά τρόφιμα, κρασιά, καπνός, λάδι, φρούτα και είδη λαϊκής τέχνης. xyxy=(594,1059,984,1106)
article-body: ΑΘΗΝΑ, 29. — Ιδιαίτερα χρήσιμη αποδείχθηκε η πρόσφατη επίσκεψη του υφυπουργού Εξωτερικών στις Ηνωμένες Πολιτείες, όπου είχε σειρά επαφών με κοινότητες της ομογένειας. xyxy=(1231,240,1557,287)
column-4 xyxy=(997,6,1217,1243)
divider xyxy=(388,1459,576,1461)
bottom-two-columns xyxy=(1225,1808,1563,2111)
table-row: Νέας Υόρκης 36,647 37,387 xyxy=(390,232,574,249)
article-headline: ΜΕΓΑΛΟΣ ΑΡΙΘΜΟΣ ΕΙΔΩΝ ΤΗΣ ΕΛΛΗΝΙΚΗΣ ΠΑΡΑΓΩΓΗΣ ΘΑ ΠΡΟΒΛΗΘΕΙ ΣΤΗΝ ΕΜΠΟΡΙΚΗ ΕΚΘΕΣΗ ΤΟΥ ΤΟΚΙΟ xyxy=(623,790,955,885)
article-body: ΑΘΗΝΑ, 29. — Στη μεγάλη συγκέντρωση που οργανώθηκε με την ευκαιρία των εξήντα χρόνων από την ίδρυση του ΚΚΕ μίλησε ο γενικός γραμματέας του κόμματος. xyxy=(1231,797,1557,844)
article-headline: ΔΙΑΡΡΗΚΤΗΣ ΕΚΚΛΗΣΙΩΝ xyxy=(1258,1982,1360,2017)
article-body: ΚΑΣΤΟΡΙΑ, 29. — Η πόλη της Καστοριάς τίμησε τη μνήμη του πρώτου αξιωματικού που έπεσε στα πεδία των μαχών στις 28 Οκτωβρίου 1940 με τελετή αποκαλυπτηρίων της προτομής του στην κεντρική πλατεία. xyxy=(594,195,984,242)
article-headline: ΝΟΤΙΟΣ ΟΜΙΛΟΣ xyxy=(1048,1441,1173,1457)
article-headline: ΠΡΟΓΡΑΜΜΑ ΑΛΛΑ ΚΑΙ ΔΑΠΑΝΗΡΟ ΠΡΟΓΡΑΜΜΑ Η Ε.Ρ.Τ. ΓΙΑ ΤΑ ΧΡΙΣΤΟΥΓΕΝΝΑ ΚΑΙ ΤΟ ΝΕΟ ΕΤΟΣ xyxy=(53,1180,354,1275)
article-body: ΚΑΣΤΟΡΙΑ, 29. — Η πόλη της Καστοριάς τίμησε τη μνήμη του πρώτου αξιωματικού που έπεσε στα πεδία των μαχών στις 28 Οκτωβρίου 1940 με τελετή αποκαλυπτηρίων της προτομής του στην κεντρική πλατεία. xyxy=(594,364,984,411)
table-row: ΛΟΙΠΑ 462,29 xyxy=(35,199,371,216)
article-headline: ΣΚΟΤΩΘΗΚΑΝ ΝΕΑΡΟ ΑΝΤΡΟΓΥΝΟ ΚΑΙ ΞΑΔΕΛΦΗ ΤΟΥΣ ΣΤΟ ΤΡΟΧΑΙΟ ΔΥΣΤΥΧΗΜΑ ΕΓΙΝΕ ΕΞΩ ΑΠΟ ΤΗ ΛΑΡΙΣΑ xyxy=(1239,1674,1549,1725)
article-body: Αναγέννηση Αρτας — Πανελευσινιακός, Πανελευσινιακός — Αιγάλεω, Παναρκαδικός — Ζαχαράκης, Καλαμάτα — Πανηλειακός, Ηρακλής — Αναγέννηση Καρδίτσας. xyxy=(1009,1464,1211,1544)
article-body: ΑΘΗΝΑ, 29. — Ορίστηκαν οι διαιτητές για τους αγώνες του Σαββάτου και της Κυριακής του πρωταθλήματος. xyxy=(802,1595,991,1658)
article-body: ΑΘΗΝΑ, 29. — Μετατίθενται οι πρόεδροι και οι εισαγγελείς διοικητικών δικαστηρίων σύμφωνα με απόφαση του ανωτάτου δικαστικού συμβουλίου. xyxy=(35,1114,371,1161)
article-body: ΝΕΑ ΥΟΡΚΗ, 29 (Ασ. Πρ.). — Η δραχμή έκλεισε στην αγορά της Νέας Υόρκης με 0,0271 δολλάρια. xyxy=(390,708,574,755)
archive-number: 341.828 xyxy=(157,1684,250,1709)
divider xyxy=(388,2039,576,2041)
author-signature: ΠΑΝΟΣ ΞΟΜΠΟΛΟΣ xyxy=(450,2336,572,2352)
article-body: ΛΑΡΙΣΑ, 29. — Τρεις νεκροί και τέσσερις τραυματίες είναι ο απολογισμός των τροχαίων δυστυχημάτων του Σαββατοκύριακου στη Θεσσαλία. xyxy=(1399,1841,1557,1937)
article-headline: ΕΠΙΒΟΛΗ ΠΡΟΣΤΙΜΩΝ ΓΙΑ ΝΑΥΤΙΛΙΑΚΕΣ ΠΑΡΑΒΑΣΕΙΣ xyxy=(397,1752,567,1803)
article-body: ΑΘΗΝΑ, 29. — Ιδιαίτερα χρήσιμη αποδείχθηκε η πρόσφατη επίσκεψη του υφυπουργού Εξωτερικών στις Ηνωμένες Πολιτείες, όπου είχε σειρά επαφών με κοινότητες της ομογένειας. xyxy=(1231,127,1557,174)
article-headline: ΤΟ ΡΟΥΦ ΚΕΡΔΙΣΕ ΤΟΝ ΑΣΤΕΡΑ xyxy=(807,1441,986,1475)
article-headline: ΑΠΕΡΡΙΦΘΗ ΠΡΟΣΦΥΓΗ ΚΑΤΑ ΔΙΑΤΑΓΜΑΤΟΣ ΓΙΑ ΟΡΟΥΣ ΔΟΜΗΣΕΩΣ xyxy=(389,1909,575,1961)
article-body: Ένας ενδεκάχρονος μαθητής συνελήφθη και οδηγήθηκε στο αστυνομικό τμήμα για κλοπή πενήντα δραχμών από περίπτερο της συνοικίας. xyxy=(390,1371,574,1450)
column-rule xyxy=(993,6,994,1243)
column-2 xyxy=(384,6,580,2352)
article-body: Αναγέννηση Αρτας — Πανελευσινιακός, Πανελευσινιακός — Αιγάλεω, Παναρκαδικός — Ζαχαράκης, Καλαμάτα — Πανηλειακός, Ηρακλής — Αναγέννηση Καρδίτσας. xyxy=(1009,1740,1211,1819)
table-row: Λιρέτα Ιταλ. 4,042 · 4,191 xyxy=(35,395,371,412)
continued-label: ΣΥΝΕΧΕΙΑ ΑΠ' ΤΗΝ 1Η ΣΕΛΙΔΑ xyxy=(1293,1730,1495,1746)
article-body: ΚΑΣΤΟΡΙΑ, 29. — Η πόλη της Καστοριάς τίμησε τη μνήμη του πρώτου αξιωματικού που έπεσε στα πεδία των μαχών στις 28 Οκτωβρίου 1940 με τελετή αποκαλυπτηρίων της προτομής του στην κεντρική πλατεία. xyxy=(594,138,984,185)
article-headline: ΑΚΥΡΩΘΗΚΕ ΑΡΝΗΣΗ ΓΙΑ ΥΠΑΓΩΓΗ ΕΠΕΝΔΥΣΕΩΝ ΣΕ ΕΥΕΡΓΕΤΙΚΟ ΝΟΜΟ xyxy=(1001,688,1213,739)
article-body: ΛΟΝΔΙΝΟ, 29 (Ασ. Πρ.). — Η τιμή του χρυσού σε δολλάρια ανά ουγκιά κατά το κλείσιμο στα κυριότερα ευρωπαϊκά κέντρα είχε ως εξής: xyxy=(390,501,574,564)
column-rule xyxy=(380,6,381,2319)
table-row: Χονγκ Κόνγκ 192,97 xyxy=(390,640,574,657)
article-headline: ΑΥΞΗΣΗ ΠΑΡΟΥΣΙΑΣΑΝ ΤΑ ΣΥΝΑΛΛΑΓΜΑΤΙΚΑ ΔΙΑΘΕΣΙΜΑ ΤΗΣ ΧΩΡΑΣ ΜΑΣ xyxy=(1004,16,1209,83)
article-body: ΑΘΗΝΑ, 29. — Το υπουργείο Κοινωνικών Υπηρεσιών τονίζει τη μεγάλη σημασία του βιβλιαρίου υγείας του παιδιού για την παρακολούθηση της ανάπτυξής του. xyxy=(390,1528,574,1607)
fx-title: ΕΞΩΤΕΡΙΚΑ ΣΥΝΑΛΛΑΓΜΑΤΑ xyxy=(422,177,542,212)
article-subheadline: ΕΙΧΕ ΣΕΙΡΑ ΕΠΑΦΩΝ ΜΕ ΚΟΙΝΟΤΗΤΕΣ ΤΗΣ ΟΜΟΓΕΝΕΙΑΣ xyxy=(1250,89,1538,122)
article-body: ΑΘΗΝΑ, 29. — Σύμφωνα με ανακοίνωση του οργανισμού προώθησης εξαγωγών, στη διεθνή έκθεση του Τόκιο θα παρουσιαστούν ελληνικά τρόφιμα, κρασιά, καπνός, λάδι, φρούτα και είδη λαϊκής τέχνης. xyxy=(594,947,984,994)
article-body: ΑΘΗΝΑ, 29. — Το επιστημονικό προσωπικό ανωτάτων εκπαιδευτικών ιδρυμάτων, σε ανακοίνωσή του, επισημαίνει ότι υπάρχουν διώξεις συνδικαλιστών και ζητά να σταματήσουν αμέσως οι δικαστικές ενέργειες κατά των εκπροσώπων του. xyxy=(35,684,371,747)
column-3 xyxy=(588,6,990,1243)
group-label: ΒΟΡΕΙΟΣ ΟΜΙΛΟΣ xyxy=(1425,1399,1544,1416)
article-headline: ΙΔΙΑΙΤΕΡΑ ΧΡΗΣΙΜΗ ΑΠΟΔΕΙΧΘΗΚΕ Η ΠΡΟΣΦΑΤΗ ΕΠΙΣΚΕΨΗ ΤΟΥ Κ. ΑΝΔΡΙΑΝΟΠΟΥΛΟΥ ΣΤΙΣ ΗΝΩΜΕΝΕΣ ΠΟΛΙΤΕΙΕΣ xyxy=(1250,16,1538,83)
